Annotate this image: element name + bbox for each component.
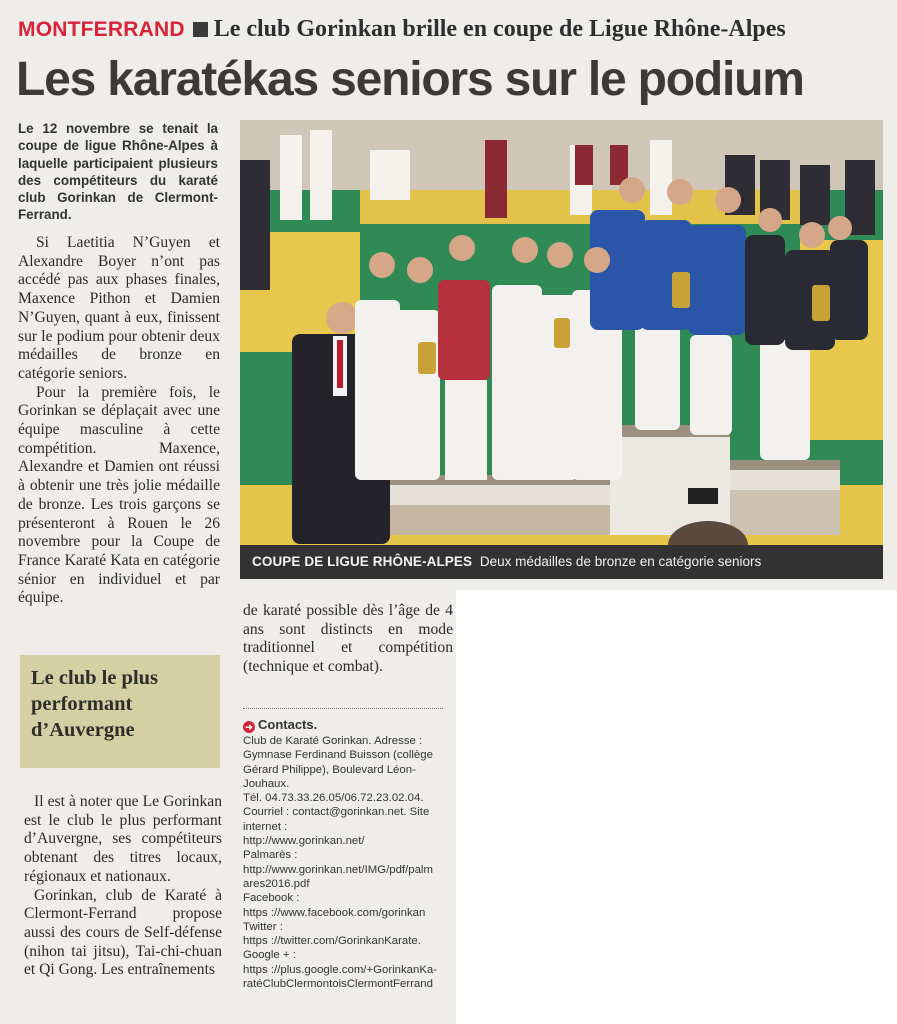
contact-line: Palmarès : — [243, 849, 298, 862]
contact-line: Twitter : — [243, 920, 283, 933]
contact-line: Tél. 04.73.33.26.05/06.72.23.02.04. — [243, 792, 424, 805]
body-column-1-continued — [24, 793, 222, 980]
contact-line: Google + : — [243, 949, 296, 962]
contact-line[interactable]: Courriel : contact@gorinkan.net. Site — [243, 806, 430, 819]
body-column-2 — [243, 602, 453, 677]
contact-line[interactable]: https ://twitter.com/GorinkanKarate. — [243, 935, 421, 948]
headline: Les karatékas seniors sur le podium — [16, 53, 804, 106]
strap-line — [18, 14, 888, 44]
podium-photo — [240, 120, 883, 579]
subheading-title: Le club le plus performant d’Auvergne — [31, 667, 159, 741]
contact-line[interactable]: https ://www.facebook.com/gorinkan — [243, 906, 426, 919]
body-paragraph: Il est à noter que Le Gorinkan est le club le plus performant d’Auvergne, ses compétiteurs obtenant des titres locaux, régionaux et nationaux. — [24, 793, 222, 885]
body-paragraph: Gorinkan, club de Karaté à Clermont-Ferrand propose aussi des cours de Self-défense (nihon tai jitsu), Tai-chi-chuan et Qi Gong. Les entraînements — [24, 886, 222, 979]
square-bullet-icon — [193, 22, 208, 37]
contacts-heading: Contacts. — [258, 717, 318, 732]
dotted-separator — [243, 708, 443, 709]
location-label: MONTFERRAND — [18, 18, 185, 41]
lead-paragraph: Le 12 novembre se tenait la coupe de ligue Rhône-Alpes à laquelle participaient plusieurs des compétiteurs du karaté club Gorinkan de Clermont-Ferrand. — [18, 121, 218, 223]
contacts-lines — [243, 734, 455, 991]
body-paragraph: Pour la première fois, le Gorinkan se déplaçait avec une équipe masculine à cette compétition. Maxence, Alexandre et Damien ont réussi à obtenir une très jolie médaille de bronze. Les trois garçons se présenteront à Rouen le 26 novembre pour la Coupe de France Karaté Kata en catégorie sénior en individuel et par équipe. — [18, 383, 220, 607]
body-paragraph: de karaté possible dès l’âge de 4 ans sont distincts en mode traditionnel et compétition (technique et combat). — [243, 602, 453, 676]
contact-line: Gérard Philippe), Boulevard Léon- — [243, 763, 416, 776]
strap-title: Le club Gorinkan brille en coupe de Ligue Rhône-Alpes — [213, 16, 786, 42]
contact-line[interactable]: http://www.gorinkan.net/ — [243, 835, 365, 848]
photo-illustration — [240, 120, 883, 579]
body-paragraph: Si Laetitia N’Guyen et Alexandre Boyer n’ont pas accédé pas aux phases finales, Maxence Pithon et Damien N’Guyen, quant à eux, finissent sur le podium pour obtenir deux médailles de bronze en catégorie seniors. — [18, 234, 220, 382]
photo-caption — [240, 545, 883, 579]
contact-line: Club de Karaté Gorinkan. Adresse : — [243, 735, 423, 747]
contact-line: Jouhaux. — [243, 777, 290, 790]
blank-area — [456, 590, 897, 1024]
contact-line: internet : — [243, 820, 288, 833]
contact-line: ares2016.pdf — [243, 877, 310, 890]
caption-text: Deux médailles de bronze en catégorie seniors — [479, 554, 762, 569]
caption-title: COUPE DE LIGUE RHÔNE-ALPES — [252, 554, 473, 569]
contact-line: Gymnase Ferdinand Buisson (collège — [243, 749, 433, 762]
contacts-heading-row — [243, 718, 455, 733]
contacts-block — [243, 718, 455, 991]
subheading-box — [20, 655, 220, 768]
arrow-right-icon: ➜ — [243, 721, 255, 733]
contact-line[interactable]: https ://plus.google.com/+GorinkanKa- — [243, 963, 438, 976]
contact-line: Facebook : — [243, 892, 300, 905]
contact-line[interactable]: http://www.gorinkan.net/IMG/pdf/palm — [243, 863, 433, 876]
body-column-1 — [18, 234, 220, 608]
contact-line: ratéClubClermontoisClermontFerrand — [243, 978, 433, 991]
